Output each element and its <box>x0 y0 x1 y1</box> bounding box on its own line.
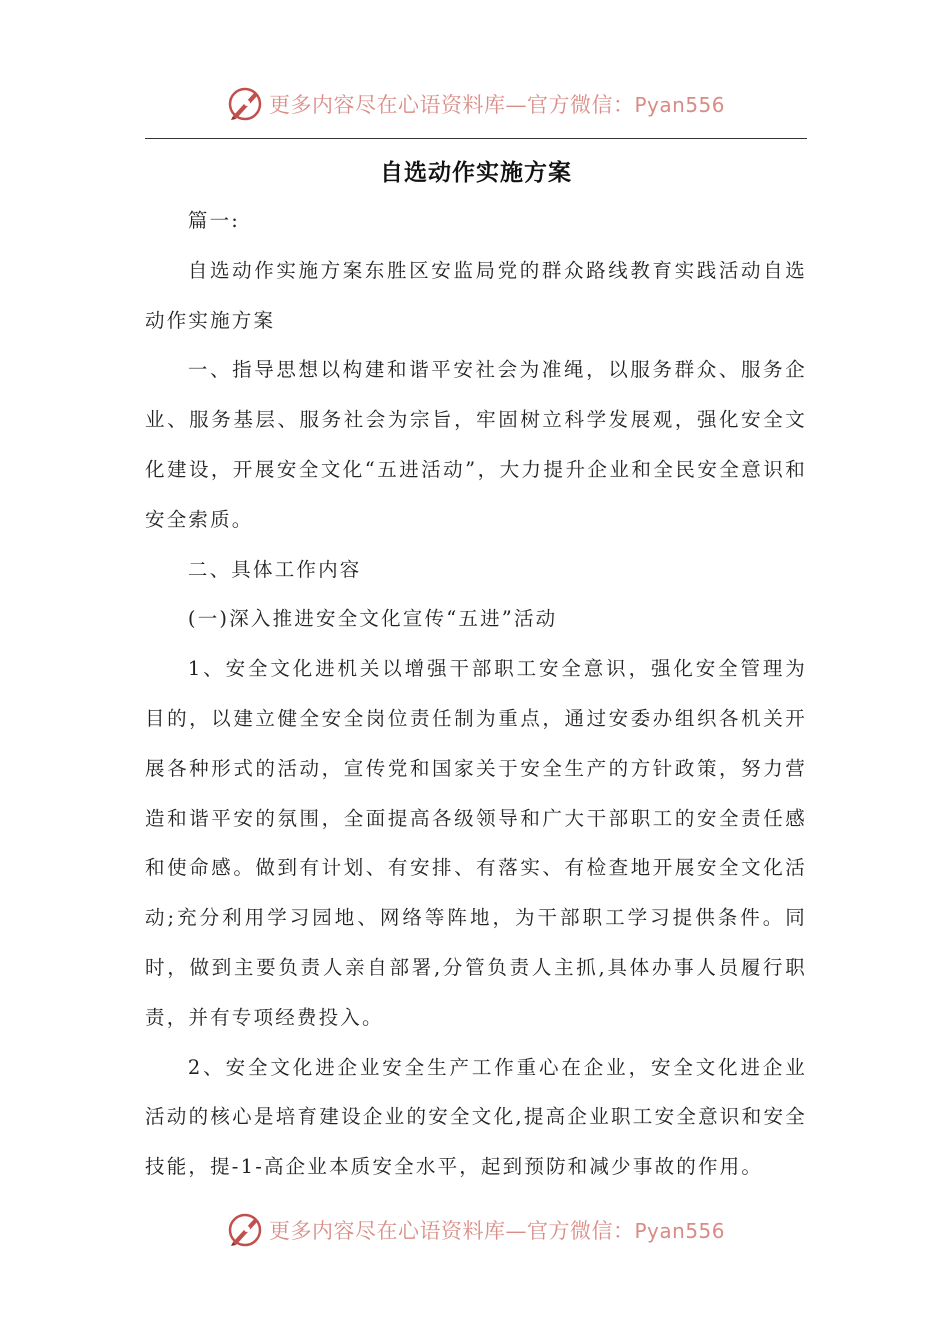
pen-logo-icon <box>225 1210 265 1250</box>
document-body <box>145 150 807 1192</box>
paragraph-item-1: 1、安全文化进机关以增强干部职工安全意识，强化安全管理为目的，以建立健全安全岗位责任制为重点，通过安委办组织各机关开展各种形式的活动，宣传党和国家关于安全生产的方针政策，努力营造和谐平安的氛围，全面提高各级领导和广大干部职工的安全责任感和使命感。做到有计划、有安排、有落实、有检查地开展安全文化活动;充分利用学习园地、网络等阵地，为干部职工学习提供条件。同时，做到主要负责人亲自部署,分管负责人主抓,具体办事人员履行职责，并有专项经费投入。 <box>145 657 807 1029</box>
document-title: 自选动作实施方案 <box>380 159 572 186</box>
paragraph-guiding-idea: 一、指导思想以构建和谐平安社会为准绳，以服务群众、服务企业、服务基层、服务社会为宗旨，牢固树立科学发展观，强化安全文化建设，开展安全文化“五进活动”，大力提升企业和全民安全意识和安全索质。 <box>145 358 807 531</box>
pen-logo-icon <box>225 84 265 124</box>
watermark-text: 更多内容尽在心语资料库—官方微信：Pyan556 <box>268 93 725 117</box>
paragraph-item-2: 2、安全文化进企业安全生产工作重心在企业，安全文化进企业活动的核心是培育建设企业的安全文化,提高企业职工安全意识和安全技能，提-1-高企业本质安全水平，起到预防和减少事故的作用。 <box>145 1055 807 1179</box>
paragraph-intro: 自选动作实施方案东胜区安监局党的群众路线教育实践活动自选动作实施方案 <box>145 258 807 332</box>
paragraph-section-heading: 二、具体工作内容 <box>187 557 362 581</box>
footer-watermark <box>0 1210 950 1250</box>
watermark-text: 更多内容尽在心语资料库—官方微信：Pyan556 <box>268 1219 725 1243</box>
paragraph-subsection-heading: (一)深入推进安全文化宣传“五进”活动 <box>187 607 558 631</box>
header-divider <box>145 138 807 139</box>
paragraph-label: 篇一: <box>187 209 241 232</box>
header-watermark <box>0 84 950 124</box>
